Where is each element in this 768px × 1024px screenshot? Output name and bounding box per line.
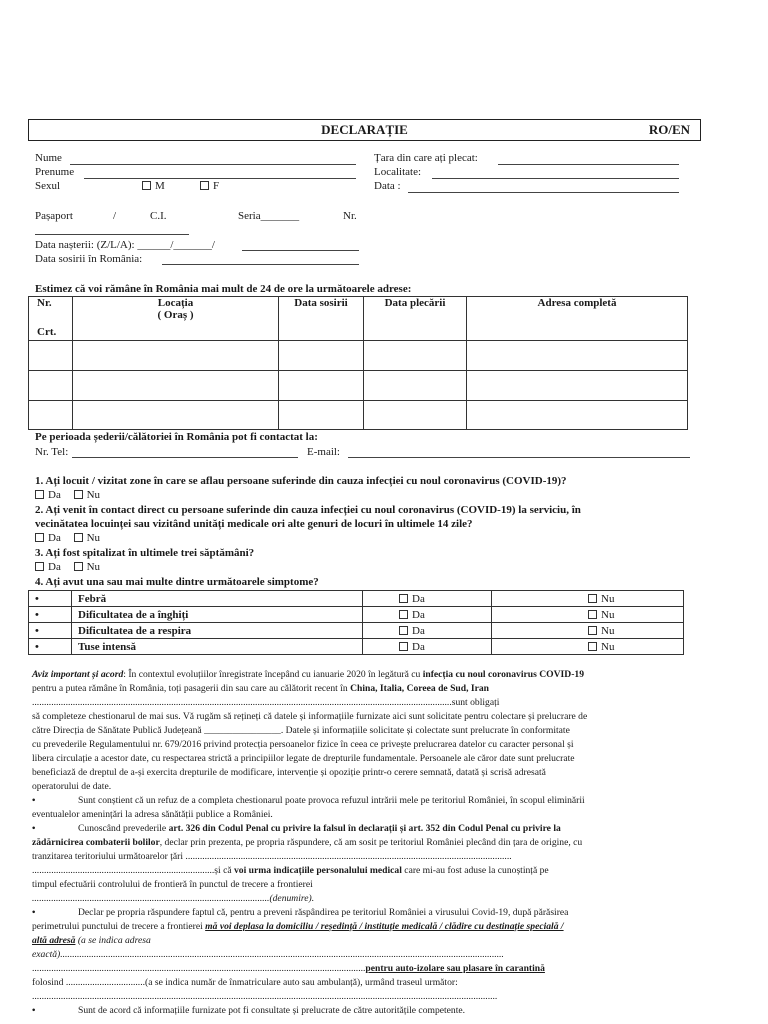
bullet: • [29, 639, 72, 655]
q1-da-label: Da [48, 489, 61, 501]
q1-nu-option[interactable] [74, 489, 100, 501]
q2-options [35, 532, 100, 544]
q3-options [35, 561, 100, 573]
notice-line [32, 934, 697, 948]
field-birth-year[interactable] [242, 250, 359, 251]
symptom-da-option[interactable] [363, 591, 492, 607]
symptom-da-option[interactable] [363, 639, 492, 655]
label-tel: Nr. Tel: [35, 446, 69, 458]
bullet: • [32, 907, 36, 918]
notice-line: eventualelor amenințări la adresa sănătății publice a României. [32, 809, 273, 820]
checkbox-icon [74, 533, 83, 542]
notice-line[interactable]: .................................................................................................................................................................................................. [32, 991, 498, 1002]
passport-separator: / [113, 210, 117, 222]
table-row [29, 591, 684, 607]
bullet: • [32, 823, 36, 834]
col-locatia [73, 297, 279, 341]
checkbox-icon [35, 533, 44, 542]
field-tara[interactable] [498, 164, 679, 165]
field-arrival-date[interactable] [162, 264, 359, 265]
document-title: DECLARAȚIE [321, 122, 408, 137]
notice-bold: mă voi deplasa la domiciliu / reședință / instituție medicală / clădire cu destinație specială / [205, 921, 564, 932]
checkbox-icon [74, 562, 83, 571]
label-data: Data : [374, 180, 401, 192]
label-nr: Nr. [343, 210, 357, 222]
label-ci: C.I. [150, 210, 167, 222]
symptom-nu-option[interactable] [492, 591, 684, 607]
notice-text: Cunoscând prevederile [78, 823, 169, 834]
q1-options [35, 489, 100, 501]
question-2-line1: 2. Ați venit în contact direct cu persoane suferinde din cauza infecției cu noul coronavirus (COVID-19) la serviciu, în [35, 504, 581, 516]
notice-text: ............................................................................și că [32, 865, 234, 876]
notice-line: beneficiază de dreptul de a-și exercita drepturile de modificare, intervenție și opoziție printr-o cerere semnată, datată și scrisă adresată [32, 767, 546, 778]
bullet: • [32, 795, 36, 806]
notice-line [32, 962, 697, 976]
symptom-da-label: Da [412, 608, 425, 621]
bullet: • [29, 607, 72, 623]
notice-line [32, 822, 697, 836]
table-row [29, 623, 684, 639]
notice-line: cu prevederile Regulamentului nr. 679/2016 privind protecția persoanelor fizice în ceea ce privește prelucrarea datelor cu caracter personal și [32, 739, 574, 750]
question-3: 3. Ați fost spitalizat în ultimele trei săptămâni? [35, 547, 255, 559]
col-data-plecarii: Data plecării [364, 297, 467, 341]
q1-da-option[interactable] [35, 489, 61, 501]
symptom-nu-label: Nu [601, 592, 615, 605]
notice-text: pentru a putea rămâne în România, toți pasagerii din sau care au călătorit recent în [32, 683, 351, 694]
notice-bold: pentru auto-izolare sau plasare în carantină [365, 963, 545, 974]
table-row [29, 639, 684, 655]
sex-m-option[interactable] [142, 180, 165, 192]
symptom-name: Dificultatea de a respira [72, 623, 363, 639]
notice-line [32, 668, 697, 682]
q3-nu-option[interactable] [74, 561, 100, 573]
symptom-da-label: Da [412, 624, 425, 637]
language-label: RO/EN [648, 122, 690, 137]
symptom-da-option[interactable] [363, 607, 492, 623]
notice-text: Sunt de acord că informațiile furnizate pot fi consultate și prelucrate de către autoritățile competente. [78, 1005, 466, 1016]
notice-text: perimetrului punctului de trecere a frontierei [32, 921, 206, 932]
field-localitate[interactable] [432, 178, 679, 179]
checkbox-icon [399, 642, 408, 651]
field-data[interactable] [408, 192, 679, 193]
label-pasaport: Pașaport [35, 210, 73, 222]
notice-line[interactable]: ...................................................................................................(denumire). [32, 893, 315, 904]
symptom-nu-label: Nu [601, 640, 615, 653]
q2-nu-option[interactable] [74, 532, 100, 544]
sex-m-label: M [155, 180, 165, 192]
label-sexul: Sexul [35, 180, 61, 192]
label-prenume: Prenume [35, 166, 75, 178]
notice-line: operatorului de date. [32, 781, 112, 792]
bullet: • [29, 591, 72, 607]
notice-line: să completeze chestionarul de mai sus. Vă rugăm să rețineți că datele și informațiile furnizate aici sunt solicitate pentru colectare și prelucrare de [32, 711, 588, 722]
q1-nu-label: Nu [86, 489, 101, 501]
label-nume: Nume [35, 152, 62, 164]
symptom-name: Dificultatea de a înghiți [72, 607, 363, 623]
notice-line[interactable] [32, 976, 697, 990]
checkbox-icon [588, 642, 597, 651]
notice-bold: zădărnicirea combaterii bolilor [32, 837, 160, 848]
notice-line [32, 906, 697, 920]
table-row[interactable] [29, 341, 688, 371]
notice-line[interactable]: ...............................................................................................................................................................................sunt obligați [32, 697, 500, 708]
notice-text: Sunt conștient că un refuz de a completa chestionarul poate provoca refuzul intrării mele pe teritoriul României, în scopul eliminării [78, 795, 585, 806]
checkbox-icon [142, 181, 151, 190]
col-data-sosirii: Data sosirii [279, 297, 364, 341]
address-table [28, 296, 688, 430]
label-email: E-mail: [307, 446, 340, 458]
symptoms-table [28, 590, 684, 655]
checkbox-icon [399, 610, 408, 619]
checkbox-icon [588, 610, 597, 619]
checkbox-icon [588, 594, 597, 603]
contact-heading: Pe perioada șederii/călătoriei în România pot fi contactat la: [35, 431, 318, 443]
q3-nu-label: Nu [86, 561, 101, 573]
notice-paragraph [32, 668, 697, 1018]
notice-bold: voi urma indicațiile personalului medical [234, 865, 402, 876]
checkbox-icon [399, 626, 408, 635]
notice-line [32, 920, 697, 934]
symptom-da-option[interactable] [363, 623, 492, 639]
notice-bold: infecția cu noul coronavirus COVID-19 [422, 669, 585, 680]
notice-line: către Direcția de Sănătate Publică Județeană ________________. Datele și informațiile solicitate și colectate sunt prelucrate în conformitate [32, 725, 570, 736]
notice-text: Declar pe propria răspundere faptul că, pentru a preveni răspândirea pe teritoriul României a virusului Covid-19, după părăsirea [78, 907, 569, 918]
checkbox-icon [399, 594, 408, 603]
notice-line [32, 864, 697, 878]
table-row[interactable] [29, 371, 688, 401]
notice-line [32, 794, 697, 808]
symptom-name: Febră [72, 591, 363, 607]
q2-da-option[interactable] [35, 532, 61, 544]
notice-text: : În contextul evoluțiilor înregistrate începând cu ianuarie 2020 în legătură cu [123, 669, 423, 680]
checkbox-icon [74, 490, 83, 499]
notice-text: care mi-au fost aduse la cunoștință pe [401, 865, 549, 876]
bullet: • [32, 1005, 36, 1016]
notice-text: ........................................................................................................................................... [32, 963, 366, 974]
notice-line[interactable]: tranzitarea teritoriului următoarelor țări ........................................................................................................................................ [32, 851, 512, 862]
checkbox-icon [35, 562, 44, 571]
label-localitate: Localitate: [374, 166, 422, 178]
table-row [29, 607, 684, 623]
field-document-number[interactable] [35, 234, 189, 235]
table-header-row [29, 297, 688, 341]
field-prenume[interactable] [84, 178, 356, 179]
notice-line [32, 1004, 697, 1018]
q3-da-option[interactable] [35, 561, 61, 573]
label-data-sosirii: Data sosirii în România: [35, 253, 143, 265]
col-nr-label: Nr. [37, 297, 52, 309]
question-4: 4. Ați avut una sau mai multe dintre următoarele simptome? [35, 576, 319, 588]
bullet: • [29, 623, 72, 639]
notice-line: timpul efectuării controlului de frontieră în punctul de trecere a frontierei [32, 879, 313, 890]
checkbox-icon [200, 181, 209, 190]
declaration-header [28, 119, 701, 141]
q2-nu-label: Nu [86, 532, 101, 544]
notice-text: folosind .................................(a se indica număr de înmatriculare auto sau ambulanță), urmând traseul următor: [32, 977, 458, 988]
table-row[interactable] [29, 401, 688, 430]
q2-da-label: Da [48, 532, 61, 544]
label-seria: Seria_______ [238, 210, 300, 222]
question-1: 1. Ați locuit / vizitat zone în care se aflau persoane suferinde din cauza infecției cu noul coronavirus (COVID-19)? [35, 475, 567, 487]
label-data-nasterii: Data nașterii: (Z/L/A): ______/_______/ [35, 239, 215, 251]
symptom-nu-label: Nu [601, 608, 615, 621]
col-locatia-label: Locația [157, 297, 194, 309]
field-nume[interactable] [70, 164, 356, 165]
symptom-name: Tuse intensă [72, 639, 363, 655]
notice-bold: China, Italia, Coreea de Sud, Iran [350, 683, 490, 694]
notice-line [32, 682, 697, 696]
symptom-nu-option[interactable] [492, 623, 684, 639]
sex-f-option[interactable] [200, 180, 219, 192]
stay-heading: Estimez că voi rămâne în România mai mult de 24 de ore la următoarele adrese: [35, 283, 412, 295]
notice-bold: altă adresă [32, 935, 76, 946]
question-2-line2: vecinătatea locuinței sau vizitând unități medicale ori alte genuri de locuri în ultimele 14 zile? [35, 518, 473, 530]
sex-f-label: F [213, 180, 220, 192]
symptom-nu-option[interactable] [492, 607, 684, 623]
symptom-da-label: Da [412, 640, 425, 653]
notice-text: (a se indica adresa [75, 935, 151, 946]
symptom-da-label: Da [412, 592, 425, 605]
checkbox-icon [35, 490, 44, 499]
col-nr-crt [29, 297, 73, 341]
col-adresa: Adresa completă [467, 297, 688, 341]
col-crt-label: Crt. [37, 326, 57, 338]
q3-da-label: Da [48, 561, 61, 573]
symptom-nu-label: Nu [601, 624, 615, 637]
notice-bold: art. 326 din Codul Penal cu privire la falsul în declarații și art. 352 din Codul Penal cu privire la [168, 823, 561, 834]
field-email[interactable] [348, 457, 690, 458]
notice-line [32, 836, 697, 850]
notice-line[interactable]: exactă)......................................................................................................................................................................................... [32, 949, 504, 960]
col-oras-label: ( Oraș ) [157, 309, 194, 321]
notice-label: Aviz important și acord [32, 669, 124, 680]
notice-text: , declar prin prezenta, pe propria răspundere, că am sosit pe teritoriul României plecând din țara de origine, cu [159, 837, 583, 848]
notice-line: libera circulație a acestor date, cu respectarea strictă a principiilor legate de drepturile fundamentale. Persoanele ale căror date sunt prelucrate [32, 753, 575, 764]
checkbox-icon [588, 626, 597, 635]
field-tel[interactable] [72, 457, 298, 458]
symptom-nu-option[interactable] [492, 639, 684, 655]
label-tara: Țara din care ați plecat: [374, 152, 478, 164]
